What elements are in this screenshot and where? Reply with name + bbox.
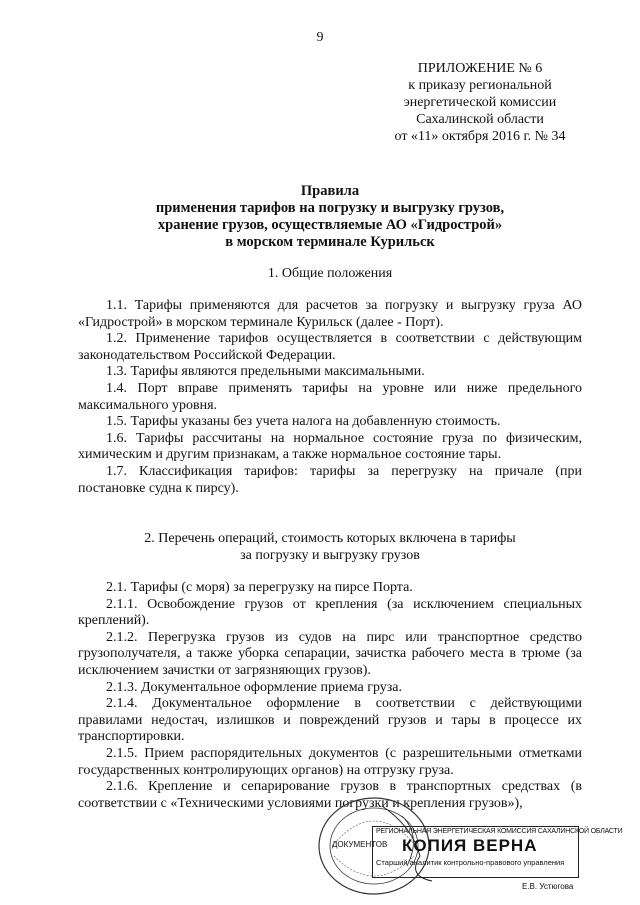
section-2-heading-line: 2. Перечень операций, стоимость которых включена в тарифы (144, 531, 516, 546)
paragraph: 1.7. Классификация тарифов: тарифы за перегрузку на причале (при постановке судна к пирсу). (78, 463, 582, 496)
appendix-line: Сахалинской области (416, 112, 544, 127)
stamp-organization: РЕГИОНАЛЬНАЯ ЭНЕРГЕТИЧЕСКАЯ КОМИССИЯ САХАЛИНСКОЙ ОБЛАСТИ (376, 828, 623, 835)
appendix-line: к приказу региональной (408, 78, 552, 93)
paragraph: 2.1.1. Освобождение грузов от крепления (за исключением специальных креплений). (78, 596, 582, 629)
appendix-block (370, 60, 590, 145)
paragraph: 1.5. Тарифы указаны без учета налога на добавленную стоимость. (106, 414, 501, 430)
title-line: Правила (300, 183, 360, 199)
section-2-heading (80, 530, 580, 564)
paragraph: 2.1.5. Прием распорядительных документов (с разрешительными отметками государственных контролирующих органов) на отгрузку груза. (78, 745, 582, 778)
title-line: применения тарифов на погрузку и выгрузку грузов, (155, 200, 505, 216)
paragraph: 2.1.6. Крепление и сепарирование грузов в транспортных средствах (в соответствии с «Техническими условиями погрузки и крепления грузов»), (78, 779, 582, 811)
appendix-line: энергетической комиссии (403, 95, 557, 110)
title-line: в морском терминале Курильск (225, 234, 435, 250)
paragraph: 1.1. Тарифы применяются для расчетов за погрузку и выгрузку груза АО «Гидрострой» в морском терминале Курильск (далее - Порт). (78, 298, 582, 330)
certification-stamp (312, 786, 623, 896)
paragraph: 2.1.4. Документальное оформление в соответствии с действующими правилами недостач, излишков и повреждений грузов и тары в процессе их транспортировки. (78, 696, 582, 745)
stamp-signer: Е.В. Устюгова (522, 882, 574, 891)
paragraph: 1.4. Порт вправе применять тарифы на уровне или ниже предельного максимального уровня. (78, 380, 582, 413)
stamp-doc-label: ДОКУМЕНТОВ (332, 840, 388, 849)
section-1-body (78, 298, 582, 497)
paragraph: 2.1.3. Документальное оформление приема груза. (106, 679, 403, 695)
section-2-body (78, 580, 582, 812)
paragraph: 1.3. Тарифы являются предельными максимальными. (106, 364, 425, 380)
stamp-position: Старший аналитик контрольно-правового управления (376, 858, 565, 867)
paragraph: 1.6. Тарифы рассчитаны на нормальное состояние груза по физическим, химическим и другим признакам, а также нормальное состояние тары. (78, 430, 582, 463)
title-line: хранение грузов, осуществляемые АО «Гидрострой» (157, 217, 503, 233)
stamp-copy-verified: КОПИЯ ВЕРНА (402, 836, 538, 855)
appendix-title: ПРИЛОЖЕНИЕ № 6 (417, 61, 543, 76)
appendix-line: от «11» октября 2016 г. № 34 (394, 129, 566, 144)
document-title (80, 183, 580, 251)
paragraph: 1.2. Применение тарифов осуществляется в соответствии с действующим законодательством Российской Федерации. (78, 331, 582, 363)
section-2-heading-line: за погрузку и выгрузку грузов (240, 548, 420, 563)
paragraph: 2.1.2. Перегрузка грузов из судов на пирс или транспортное средство грузополучателя, а также уборка сепарации, зачистка рабочего места в трюме (за исключением зачистки от загрязняющих грузов). (78, 629, 582, 678)
page-number: 9 (316, 30, 324, 45)
paragraph: 2.1. Тарифы (с моря) за перегрузку на пирсе Порта. (106, 580, 413, 595)
section-1-heading: 1. Общие положения (267, 266, 393, 281)
